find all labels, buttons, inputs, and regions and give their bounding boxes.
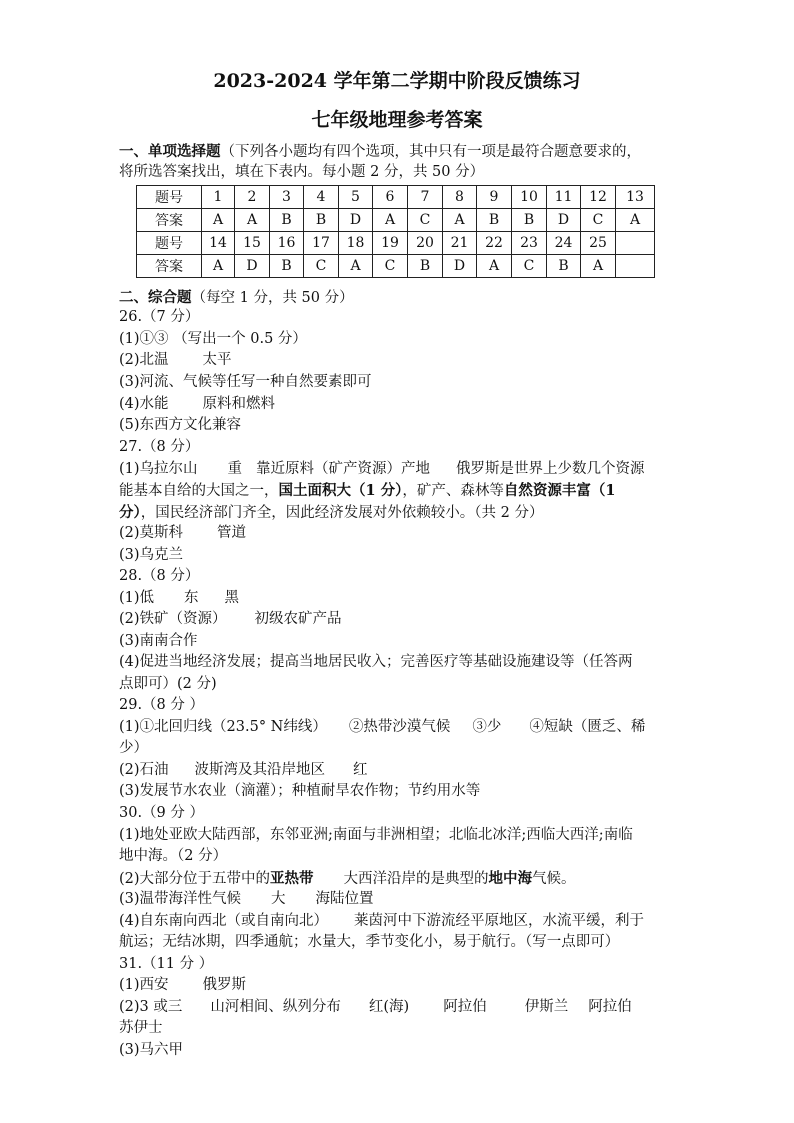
q31-answer-1-part: 俄罗斯 — [202, 977, 247, 993]
table-cell-number: 9 — [477, 186, 512, 209]
table-cell-number: 1 — [202, 186, 235, 209]
table-cell-number: 10 — [512, 186, 547, 209]
q29-answer-2 — [119, 760, 699, 782]
q30-answer-3 — [119, 889, 699, 911]
section1-intro — [119, 141, 699, 164]
q27-answer-1-part: 重 — [227, 461, 243, 477]
table-cell-answer: B — [304, 209, 339, 232]
q28-answer-2-part: 初级农矿产品 — [254, 611, 342, 627]
q28-answer-1-part: 黑 — [224, 590, 240, 606]
q29-answer-1-line1 — [119, 717, 699, 739]
table-cell-number: 5 — [339, 186, 373, 209]
q31-answer-1-part: (1)西安 — [119, 977, 169, 993]
q27-answer-1-emphasis: 国土面积大（1 分） — [278, 482, 403, 499]
table-cell-answer: B — [547, 255, 581, 278]
table-cell-answer: A — [373, 209, 408, 232]
q27-answer-1-emphasis: 分） — [119, 504, 141, 521]
q31-answer-1 — [119, 975, 699, 997]
q30-answer-3-part: 大 — [271, 891, 286, 907]
table-label-answer: 答案 — [137, 209, 202, 232]
table-cell-answer: D — [443, 255, 477, 278]
table-cell-answer: A — [443, 209, 477, 232]
q27-answer-2-part: 管道 — [217, 525, 247, 541]
q27-answer-1-part: (1)乌拉尔山 — [119, 461, 198, 477]
q31-answer-2-part: 红(海) — [368, 999, 410, 1015]
table-cell-answer: D — [235, 255, 270, 278]
table-cell-answer: A — [235, 209, 270, 232]
table-cell-number: 22 — [477, 232, 512, 255]
q26-answer-3: (3)河流、气候等任写一种自然要素即可 — [119, 374, 372, 390]
table-cell-number: 20 — [408, 232, 443, 255]
q29-answer-3: (3)发展节水农业（滴灌）；种植耐旱农作物；节约用水等 — [119, 783, 481, 799]
q27-answer-3: (3)乌克兰 — [119, 547, 184, 563]
answer-table — [136, 185, 655, 278]
table-cell-answer: A — [339, 255, 373, 278]
table-row-answers-2 — [137, 255, 655, 278]
table-cell-number: 15 — [235, 232, 270, 255]
table-cell-answer: A — [202, 255, 235, 278]
table-label-answer: 答案 — [137, 255, 202, 278]
q31-answer-2-part: 伊斯兰 — [524, 999, 569, 1015]
table-cell-number: 6 — [373, 186, 408, 209]
q29-answer-1-part: ④短缺（匮乏、稀 — [529, 719, 646, 735]
q30-answer-4-part: (4)自东南向西北（或自南向北） — [119, 913, 329, 929]
q27-answer-1-part: ，矿产、森林等 — [402, 483, 504, 499]
table-cell-answer: A — [581, 255, 616, 278]
q30-answer-4-part: 莱茵河中下游流经平原地区，水流平缓，利于 — [354, 913, 645, 929]
q26-answer-4-part: 原料和燃料 — [202, 396, 276, 412]
q28-answer-2-part: (2)铁矿（资源） — [119, 611, 227, 627]
page-subtitle: 七年级地理参考答案 — [311, 109, 483, 131]
table-label-question: 题号 — [137, 232, 202, 255]
table-cell-answer: A — [477, 255, 512, 278]
q30-answer-3-part: 海陆位置 — [315, 891, 374, 907]
q31-heading: 31.（11 分 ） — [119, 956, 214, 972]
table-cell-number: 4 — [304, 186, 339, 209]
q28-answer-1-part: 东 — [184, 590, 199, 606]
table-cell-number: 21 — [443, 232, 477, 255]
table-row-question-numbers-2 — [137, 232, 655, 255]
q30-answer-2 — [119, 868, 699, 891]
table-row-question-numbers-1 — [137, 186, 655, 209]
section1-desc-2: 将所选答案找出，填在下表内。每小题 2 分，共 50 分） — [119, 164, 485, 180]
q27-answer-1-emphasis: 自然资源丰富（1 — [503, 482, 616, 499]
table-cell-answer: C — [408, 209, 443, 232]
section1-desc-1: （下列各小题均有四个选项，其中只有一项是最符合题意要求的， — [220, 144, 641, 160]
q29-answer-2-part: (2)石油 — [119, 762, 169, 778]
table-cell-empty — [616, 232, 655, 255]
q30-answer-4-line1 — [119, 911, 699, 933]
table-cell-answer: C — [512, 255, 547, 278]
q28-answer-3: (3)南南合作 — [119, 633, 198, 649]
q29-answer-1-part: ②热带沙漠气候 — [348, 719, 451, 735]
table-cell-number: 7 — [408, 186, 443, 209]
q27-answer-1-part: 俄罗斯是世界上少数几个资源 — [456, 461, 645, 477]
table-cell-answer: B — [270, 255, 304, 278]
section1-heading: 一、单项选择题 — [119, 143, 221, 160]
table-cell-number: 2 — [235, 186, 270, 209]
q31-answer-3: (3)马六甲 — [119, 1042, 184, 1058]
q27-answer-1-part: ，国民经济部门齐全，因此经济发展对外依赖较小。（共 2 分） — [140, 505, 544, 521]
q31-answer-2-part: 阿拉伯 — [588, 999, 632, 1015]
table-cell-number: 11 — [547, 186, 581, 209]
table-cell-answer: B — [477, 209, 512, 232]
q30-answer-4-line2: 航运；无结冰期，四季通航；水量大，季节变化小，易于航行。（写一点即可） — [119, 934, 620, 950]
q29-answer-1-line2: 少） — [119, 740, 148, 756]
q26-answer-4-part: (4)水能 — [119, 396, 169, 412]
q26-answer-1: (1)①③ （写出一个 0.5 分） — [119, 331, 307, 347]
q28-answer-4-line2: 点即可）(2 分) — [119, 676, 217, 692]
q30-answer-1-line2: 地中海。（2 分） — [119, 848, 228, 864]
q29-answer-2-part: 红 — [353, 762, 368, 778]
table-cell-answer: B — [512, 209, 547, 232]
table-cell-empty — [616, 255, 655, 278]
table-cell-answer: B — [408, 255, 443, 278]
table-cell-number: 8 — [443, 186, 477, 209]
q30-heading: 30.（9 分 ） — [119, 805, 205, 821]
table-cell-number: 12 — [581, 186, 616, 209]
q26-answer-2-part: 太平 — [202, 352, 232, 368]
table-label-question: 题号 — [137, 186, 202, 209]
table-cell-number: 3 — [270, 186, 304, 209]
table-cell-number: 17 — [304, 232, 339, 255]
table-cell-number: 16 — [270, 232, 304, 255]
q31-answer-2-line2: 苏伊士 — [119, 1020, 163, 1036]
q30-answer-2-part: (2)大部分位于五带中的 — [119, 871, 271, 887]
q30-answer-1-line1: (1)地处亚欧大陆西部，东邻亚洲;南面与非洲相望；北临北冰洋;西临大西洋;南临 — [119, 827, 633, 843]
table-cell-number: 25 — [581, 232, 616, 255]
q30-answer-2-part: 气候。 — [532, 871, 576, 887]
table-cell-answer: B — [270, 209, 304, 232]
q27-answer-1-part: 靠近原料（矿产资源）产地 — [256, 461, 431, 477]
table-cell-number: 13 — [616, 186, 655, 209]
table-cell-answer: C — [373, 255, 408, 278]
q26-answer-5: (5)东西方文化兼容 — [119, 417, 242, 433]
q26-heading: 26.（7 分） — [119, 309, 200, 325]
q28-heading: 28.（8 分） — [119, 568, 200, 584]
page-title: 2023-2024 学年第二学期中阶段反馈练习 — [213, 70, 581, 92]
table-cell-answer: A — [202, 209, 235, 232]
q27-heading: 27.（8 分） — [119, 439, 200, 455]
q27-answer-1-line2 — [119, 480, 699, 503]
q30-answer-2-emphasis: 亚热带 — [270, 870, 314, 887]
q27-answer-1-line3 — [119, 502, 699, 525]
q31-answer-2-part: 阿拉伯 — [443, 999, 487, 1015]
q30-answer-2-part: 大西洋沿岸的是典型的 — [343, 871, 489, 887]
q27-answer-1-part: 能基本自给的大国之一， — [119, 483, 279, 499]
q31-answer-2-part: 山河相间、纵列分布 — [210, 999, 341, 1015]
q30-answer-3-part: (3)温带海洋性气候 — [119, 891, 242, 907]
table-cell-answer: D — [339, 209, 373, 232]
q26-answer-2-part: (2)北温 — [119, 352, 169, 368]
q26-answer-2 — [119, 350, 699, 372]
q29-answer-1-part: (1)①北回归线（23.5° N纬线） — [119, 719, 327, 735]
q28-answer-2 — [119, 609, 699, 631]
table-cell-answer: C — [304, 255, 339, 278]
table-cell-number: 18 — [339, 232, 373, 255]
table-row-answers-1 — [137, 209, 655, 232]
q30-answer-2-emphasis: 地中海 — [488, 870, 533, 887]
table-cell-number: 19 — [373, 232, 408, 255]
q29-heading: 29.（8 分 ） — [119, 697, 205, 713]
q28-answer-1 — [119, 588, 699, 610]
q27-answer-2-part: (2)莫斯科 — [119, 525, 184, 541]
q31-answer-2-line1 — [119, 997, 699, 1019]
section2-heading: 二、综合题 — [119, 289, 192, 306]
q31-answer-2-part: (2)3 或三 — [119, 999, 183, 1015]
table-cell-answer: C — [581, 209, 616, 232]
q27-answer-2 — [119, 523, 699, 545]
table-cell-number: 14 — [202, 232, 235, 255]
table-cell-answer: D — [547, 209, 581, 232]
q28-answer-1-part: (1)低 — [119, 590, 155, 606]
table-cell-answer: A — [616, 209, 655, 232]
q28-answer-4-line1: (4)促进当地经济发展；提高当地居民收入；完善医疗等基础设施建设等（任答两 — [119, 654, 633, 670]
q26-answer-4 — [119, 394, 699, 416]
q27-answer-1-line1 — [119, 459, 699, 481]
q29-answer-2-part: 波斯湾及其沿岸地区 — [194, 762, 326, 778]
table-cell-number: 24 — [547, 232, 581, 255]
table-cell-number: 23 — [512, 232, 547, 255]
q29-answer-1-part: ③少 — [472, 719, 502, 735]
section2-desc: （每空 1 分，共 50 分） — [191, 290, 354, 306]
